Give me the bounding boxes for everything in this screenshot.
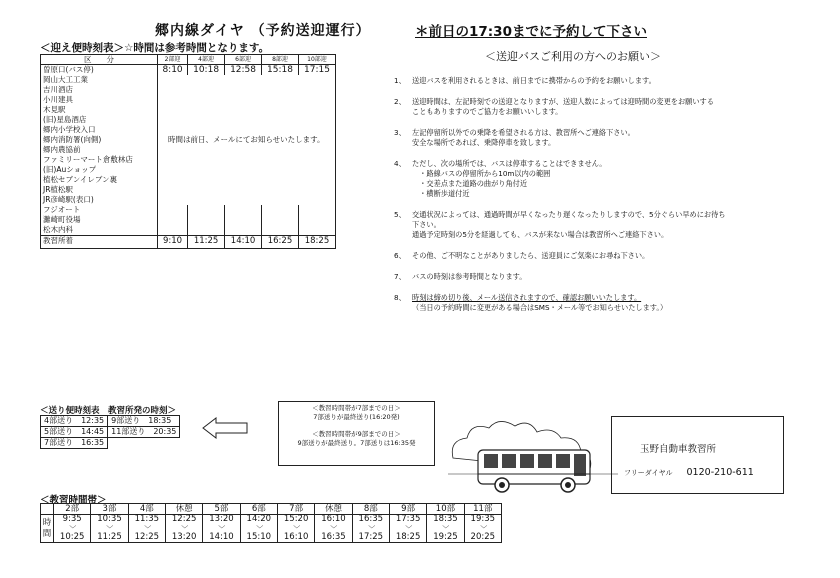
note-line: ・路線バスの停留所から10m以内の範囲 [412, 169, 551, 178]
row-label-char: 間 [42, 528, 52, 539]
period-name: 8部 [352, 504, 389, 515]
row-label-char: 時 [42, 517, 52, 528]
period-tilde: 〉 [329, 524, 338, 532]
period-times [277, 515, 314, 543]
note-number: 6、 [394, 251, 406, 260]
period-times [464, 515, 501, 543]
period-tilde: 〉 [367, 524, 376, 532]
stop-name: 植松セブンイレブン裏 [41, 175, 158, 185]
period-tilde: 〉 [404, 524, 413, 532]
note-item [394, 210, 810, 240]
note-body [412, 76, 656, 86]
period-name: 6部 [240, 504, 277, 515]
period-start: 13:20 [209, 514, 234, 524]
period-name: 11部 [464, 504, 501, 515]
period-end: 14:10 [209, 532, 234, 542]
area-header: 区 分 [41, 55, 158, 65]
period-tilde: 〉 [143, 524, 152, 532]
lesson-table-title: ＜教習時間帯＞ [40, 495, 107, 506]
note-item [394, 128, 810, 148]
stop-name: 小川建具 [41, 95, 158, 105]
school-name: 玉野自動車教習所 [640, 444, 717, 455]
period-start: 11:35 [134, 514, 160, 524]
return-table-title: ＜送り便時刻表 教習所発の時刻＞ [40, 406, 177, 416]
column-header: 2部迎 [158, 55, 188, 65]
period-times [91, 515, 128, 543]
empty-cell [225, 205, 262, 235]
stop-name: JR植松駅 [41, 185, 158, 195]
period-tilde: 〉 [105, 524, 114, 532]
school-phone [624, 467, 754, 478]
note-item [394, 293, 810, 313]
note-line: 送迎時間は、左記時刻での送迎となりますが、送迎人数によっては迎時間の変更をお願いする [412, 97, 714, 106]
arrival-time: 18:25 [298, 236, 335, 249]
column-header: 10部迎 [298, 55, 335, 65]
lesson-time-row [41, 515, 502, 543]
empty-cell [188, 205, 225, 235]
pickup-time: 8:10 [158, 65, 188, 76]
stop-name: 曽原口(バス停) [41, 65, 158, 76]
period-end: 17:25 [358, 532, 384, 542]
table-row [41, 205, 336, 215]
empty-cell [262, 205, 299, 235]
period-tilde: 〉 [441, 524, 450, 532]
empty-cell [298, 205, 335, 235]
note-body [412, 251, 649, 261]
period-times [427, 515, 464, 543]
note-body [412, 210, 726, 240]
period-end: 16:10 [283, 532, 309, 542]
period-end: 12:25 [134, 532, 160, 542]
pickup-subtitle: ＜迎え便時刻表＞☆時間は参考時間となります。 [40, 42, 270, 54]
return-time-cell: 5部送り 14:45 [41, 427, 108, 438]
note-body [412, 128, 635, 148]
left-arrow-icon [202, 417, 248, 439]
note-line: その他、ご不明なことがありましたら、送迎員にご気楽にお尋ね下さい。 [412, 251, 650, 260]
row-label [41, 515, 54, 543]
note-number: 4、 [394, 159, 406, 168]
arrival-time: 14:10 [225, 236, 262, 249]
notes-list [394, 76, 810, 324]
note-line: ただし、次の場所では、バスは停車することはできません。 [412, 159, 607, 168]
reservation-deadline: ＊前日の17:30までに予約して下さい [415, 24, 647, 40]
pickup-time: 12:58 [225, 65, 262, 76]
return-time-cell: 11部送り 20:35 [108, 427, 180, 438]
note-item [394, 272, 810, 282]
arrival-time: 11:25 [188, 236, 225, 249]
empty-cell [158, 205, 188, 235]
stop-name: JR彦崎駅(表口) [41, 195, 158, 205]
table-row [41, 427, 180, 438]
info-line: 7部送りが最終送り(16:20発) [313, 413, 400, 421]
period-start: 15:20 [283, 514, 309, 524]
column-header: 6部迎 [225, 55, 262, 65]
stop-name: 郷内消防署(向側) [41, 135, 158, 145]
period-name: 9部 [389, 504, 426, 515]
note-line: 交通状況によっては、通過時間が早くなったり遅くなったりしますので、5分ぐらい早めにお待ち [412, 210, 726, 219]
period-tilde: 〉 [479, 524, 488, 532]
arrival-time: 16:25 [262, 236, 299, 249]
stop-name: ファミリーマート倉敷林店 [41, 155, 158, 165]
note-line: ・交差点また道路の曲がり角付近 [412, 179, 528, 188]
note-item [394, 76, 810, 86]
pickup-time: 17:15 [298, 65, 335, 76]
period-name: 4部 [128, 504, 165, 515]
period-end: 10:25 [59, 532, 85, 542]
info-line: ＜教習時間帯が9部までの日＞ [312, 430, 401, 438]
pickup-time-message: 時間は前日、メールにてお知らせいたします。 [158, 75, 336, 205]
period-end: 13:20 [171, 532, 197, 542]
lesson-timetable [40, 503, 502, 543]
stop-name: 木見駅 [41, 105, 158, 115]
period-start: 16:10 [321, 514, 346, 524]
return-timetable [40, 415, 180, 449]
period-name: 10部 [427, 504, 464, 515]
school-info-box [611, 416, 784, 494]
period-name: 3部 [91, 504, 128, 515]
period-times [315, 515, 352, 543]
period-name: 5部 [203, 504, 240, 515]
note-number: 7、 [394, 272, 406, 281]
notes-heading: ＜送迎バスご利用の方へのお願い＞ [485, 50, 661, 63]
period-start: 17:35 [395, 514, 421, 524]
period-times [54, 515, 91, 543]
period-times [352, 515, 389, 543]
note-body [412, 97, 714, 117]
period-end: 15:10 [246, 532, 272, 542]
column-header: 4部迎 [188, 55, 225, 65]
info-box [278, 401, 435, 466]
period-times [203, 515, 240, 543]
table-row [41, 75, 336, 85]
period-times [128, 515, 165, 543]
period-end: 19:25 [433, 532, 458, 542]
note-number: 1、 [394, 76, 406, 85]
period-tilde: 〉 [217, 524, 226, 532]
stop-name: 吉川酒店 [41, 85, 158, 95]
period-name: 7部 [277, 504, 314, 515]
note-line: バスの時刻は参考時間となります。 [412, 272, 527, 281]
return-time-cell: 9部送り 18:35 [108, 416, 180, 427]
arrival-row [41, 236, 336, 249]
period-start: 16:35 [358, 514, 384, 524]
return-time-cell: 7部送り 16:35 [41, 438, 108, 449]
period-tilde: 〉 [68, 524, 77, 532]
note-number: 2、 [394, 97, 406, 106]
period-start: 18:35 [433, 514, 458, 524]
return-time-cell [108, 438, 180, 449]
period-end: 16:35 [321, 532, 346, 542]
table-row [41, 65, 336, 76]
info-line: 9部送りが最終送り。7部送りは16:35発 [297, 439, 416, 447]
note-line: 下さい。 [412, 220, 441, 229]
pickup-timetable [40, 54, 336, 249]
note-line: 送迎バスを利用されるときは、前日までに携帯からの予約をお願いします。 [412, 76, 656, 85]
table-row [41, 416, 180, 427]
stop-name: 岡山大工工業 [41, 75, 158, 85]
corner-cell [41, 504, 54, 515]
table-row [41, 438, 180, 449]
note-number: 5、 [394, 210, 406, 219]
stop-name: 郷内農協前 [41, 145, 158, 155]
pickup-header-row [41, 55, 336, 65]
period-name: 休憩 [315, 504, 352, 515]
pickup-time: 15:18 [262, 65, 299, 76]
note-body [412, 293, 667, 313]
note-item [394, 97, 810, 117]
period-tilde: 〉 [255, 524, 264, 532]
stop-name: 松木内科 [41, 225, 158, 235]
note-body [412, 272, 526, 282]
note-line: ・横断歩道付近 [412, 189, 470, 198]
note-item [394, 251, 810, 261]
arrival-label: 教習所着 [41, 236, 158, 249]
period-start: 12:25 [171, 514, 197, 524]
stop-name: 郷内小学校入口 [41, 125, 158, 135]
period-start: 14:20 [246, 514, 272, 524]
note-line: 安全な場所であれば、乗降停車を致します。 [412, 138, 556, 147]
note-number: 3、 [394, 128, 406, 137]
period-tilde: 〉 [180, 524, 189, 532]
pickup-time: 10:18 [188, 65, 225, 76]
period-name: 2部 [54, 504, 91, 515]
stop-name: 灘崎町役場 [41, 215, 158, 225]
stop-name: (旧)星島酒店 [41, 115, 158, 125]
note-number: 8、 [394, 293, 406, 302]
info-line: ＜教習時間帯が7部までの日＞ [312, 404, 401, 412]
period-start: 9:35 [62, 514, 82, 524]
period-end: 18:25 [395, 532, 421, 542]
phone-number: 0120-210-611 [686, 467, 754, 478]
column-header: 8部迎 [262, 55, 299, 65]
note-body [412, 159, 607, 199]
note-line: 左記停留所以外での乗降を希望される方は、教習所へご連絡下さい。 [412, 128, 635, 137]
arrival-time: 9:10 [158, 236, 188, 249]
period-end: 20:25 [470, 532, 496, 542]
stop-name: フジオート [41, 205, 158, 215]
period-times [240, 515, 277, 543]
period-times [165, 515, 202, 543]
note-line: （当日の予約時間に変更がある場合はSMS・メール等でお知らせいたします。） [412, 303, 668, 312]
period-tilde: 〉 [292, 524, 301, 532]
phone-label: フリーダイヤル [624, 469, 673, 477]
period-start: 19:35 [470, 514, 496, 524]
note-line: 通過予定時刻の5分を経過しても、バスが来ない場合は教習所へご連絡下さい。 [412, 230, 669, 239]
return-time-cell: 4部送り 12:35 [41, 416, 108, 427]
note-line: こともありますのでご協力をお願いいします。 [412, 107, 563, 116]
note-item [394, 159, 810, 199]
period-name: 休憩 [165, 504, 202, 515]
period-end: 11:25 [97, 532, 122, 542]
stop-name: (旧)Auショップ [41, 165, 158, 175]
period-start: 10:35 [97, 514, 122, 524]
period-times [389, 515, 426, 543]
bus-illustration-icon [448, 414, 618, 498]
note-line: 時刻は締め切り後、メール送信されますので、確認お願いいたします。 [412, 293, 642, 302]
page-title: 郷内線ダイヤ （予約送迎運行） [155, 23, 371, 39]
